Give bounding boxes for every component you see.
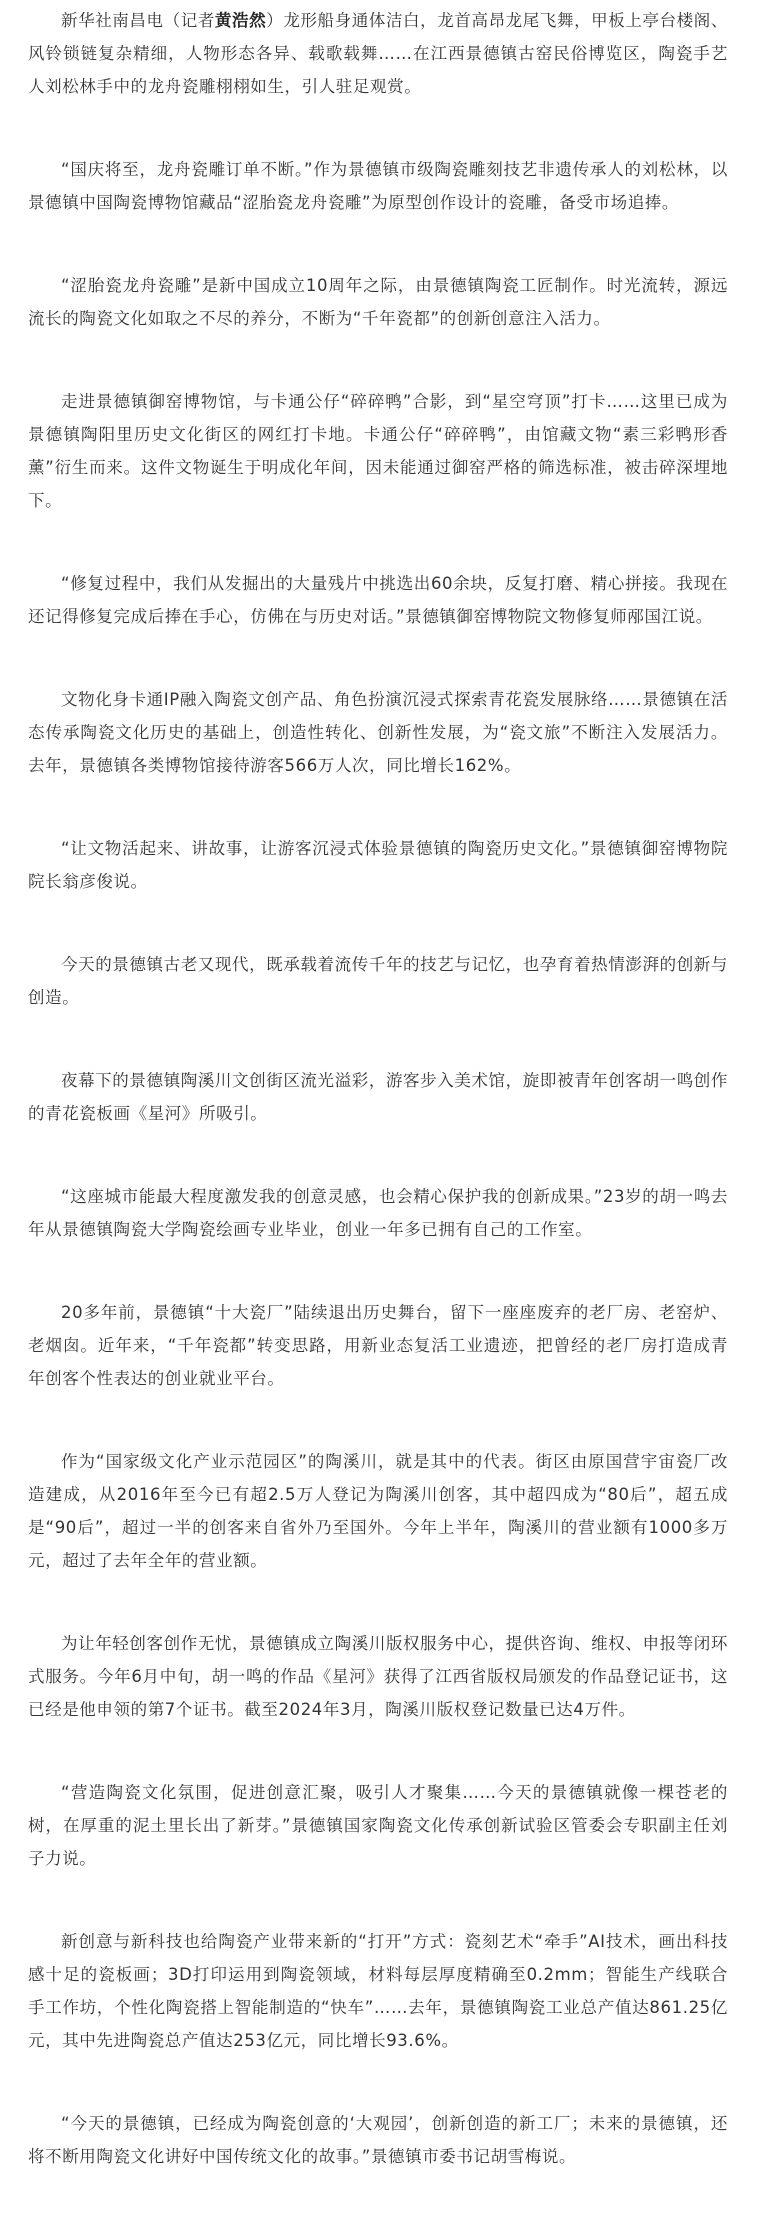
article-paragraph: “修复过程中，我们从发掘出的大量残片中挑选出60余块，反复打磨、精心拼接。我现在还记得修复完成后捧在手心，仿佛在与历史对话。”景德镇御窑博物院文物修复师邴国江说。 (28, 574, 728, 626)
article-paragraph: “涩胎瓷龙舟瓷雕”是新中国成立10周年之际，由景德镇陶瓷工匠制作。时光流转，源远流长的陶瓷文化如取之不尽的养分，不断为“千年瓷都”的创新创意注入活力。 (28, 276, 728, 328)
lead-text: 龙形船身通体洁白，龙首高昂龙尾飞舞，甲板上亭台楼阁、风铃锁链复杂精细，人物形态各异、载歌载舞……在江西景德镇古窑民俗博览区，陶瓷手艺人刘松林手中的龙舟瓷雕栩栩如生，引人驻足观赏。 (28, 11, 728, 96)
article-paragraph: 走进景德镇御窑博物馆，与卡通公仔“碎碎鸭”合影，到“星空穹顶”打卡……这里已成为景德镇陶阳里历史文化街区的网红打卡地。卡通公仔“碎碎鸭”，由馆藏文物“素三彩鸭形香薰”衍生而来。这件文物诞生于明成化年间，因未能通过御窑严格的筛选标准，被击碎深埋地下。 (28, 392, 728, 510)
article-paragraph: 今天的景德镇古老又现代，既承载着流传千年的技艺与记忆，也孕育着热情澎湃的创新与创造。 (28, 955, 728, 1007)
article-paragraph: 作为“国家级文化产业示范园区”的陶溪川，就是其中的代表。街区由原国营宇宙瓷厂改造建成，从2016年至今已有超2.5万人登记为陶溪川创客，其中超四成为“80后”，超五成是“90后”，超过一半的创客来自省外乃至国外。今年上半年，陶溪川的营业额有1000多万元，超过了去年全年的营业额。 (28, 1452, 728, 1570)
article-paragraph: 新创意与新科技也给陶瓷产业带来新的“打开”方式：瓷刻艺术“牵手”AI技术，画出科技感十足的瓷板画；3D打印运用到陶瓷领域，材料每层厚度精确至0.2mm；智能生产线联合手工作坊，个性化陶瓷搭上智能制造的“快车”……去年，景德镇陶瓷工业总产值达861.25亿元，其中先进陶瓷总产值达253亿元，同比增长93.6%。 (28, 1932, 728, 2050)
article-paragraph: “营造陶瓷文化氛围，促进创意汇聚，吸引人才聚集……今天的景德镇就像一棵苍老的树，在厚重的泥土里长出了新芽。”景德镇国家陶瓷文化传承创新试验区管委会专职副主任刘子力说。 (28, 1783, 728, 1868)
article-paragraph: 20多年前，景德镇“十大瓷厂”陆续退出历史舞台，留下一座座废弃的老厂房、老窑炉、老烟囱。近年来，“千年瓷都”转变思路，用新业态复活工业遗迹，把曾经的老厂房打造成青年创客个性表达的创业就业平台。 (28, 1303, 728, 1388)
byline-suffix: ） (266, 11, 284, 30)
reporter-name: 黄浩然 (214, 11, 267, 30)
article-paragraph: 夜幕下的景德镇陶溪川文创街区流光溢彩，游客步入美术馆，旋即被青年创客胡一鸣创作的青花瓷板画《星河》所吸引。 (28, 1071, 728, 1123)
article-paragraph: “让文物活起来、讲故事，让游客沉浸式体验景德镇的陶瓷历史文化。”景德镇御窑博物院院长翁彦俊说。 (28, 839, 728, 891)
article-paragraph: “这座城市能最大程度激发我的创意灵感，也会精心保护我的创新成果。”23岁的胡一鸣去年从景德镇陶瓷大学陶瓷绘画专业毕业，创业一年多已拥有自己的工作室。 (28, 1187, 728, 1239)
byline-prefix: 新华社南昌电（记者 (61, 11, 215, 30)
news-article (28, 4, 728, 2173)
article-lead-paragraph (28, 4, 728, 103)
article-paragraph: “国庆将至，龙舟瓷雕订单不断。”作为景德镇市级陶瓷雕刻技艺非遗传承人的刘松林，以景德镇中国陶瓷博物馆藏品“涩胎瓷龙舟瓷雕”为原型创作设计的瓷雕，备受市场追捧。 (28, 160, 728, 212)
article-closing-paragraph: “今天的景德镇，已经成为陶瓷创意的‘大观园’，创新创造的新工厂；未来的景德镇，还将不断用陶瓷文化讲好中国传统文化的故事。”景德镇市委书记胡雪梅说。 (28, 2114, 728, 2166)
article-paragraph: 为让年轻创客创作无忧，景德镇成立陶溪川版权服务中心，提供咨询、维权、申报等闭环式服务。今年6月中旬，胡一鸣的作品《星河》获得了江西省版权局颁发的作品登记证书，这已经是他申领的第7个证书。截至2024年3月，陶溪川版权登记数量已达4万件。 (28, 1634, 728, 1719)
article-paragraph: 文物化身卡通IP融入陶瓷文创产品、角色扮演沉浸式探索青花瓷发展脉络……景德镇在活态传承陶瓷文化历史的基础上，创造性转化、创新性发展，为“瓷文旅”不断注入发展活力。去年，景德镇各类博物馆接待游客566万人次，同比增长162%。 (28, 690, 728, 775)
